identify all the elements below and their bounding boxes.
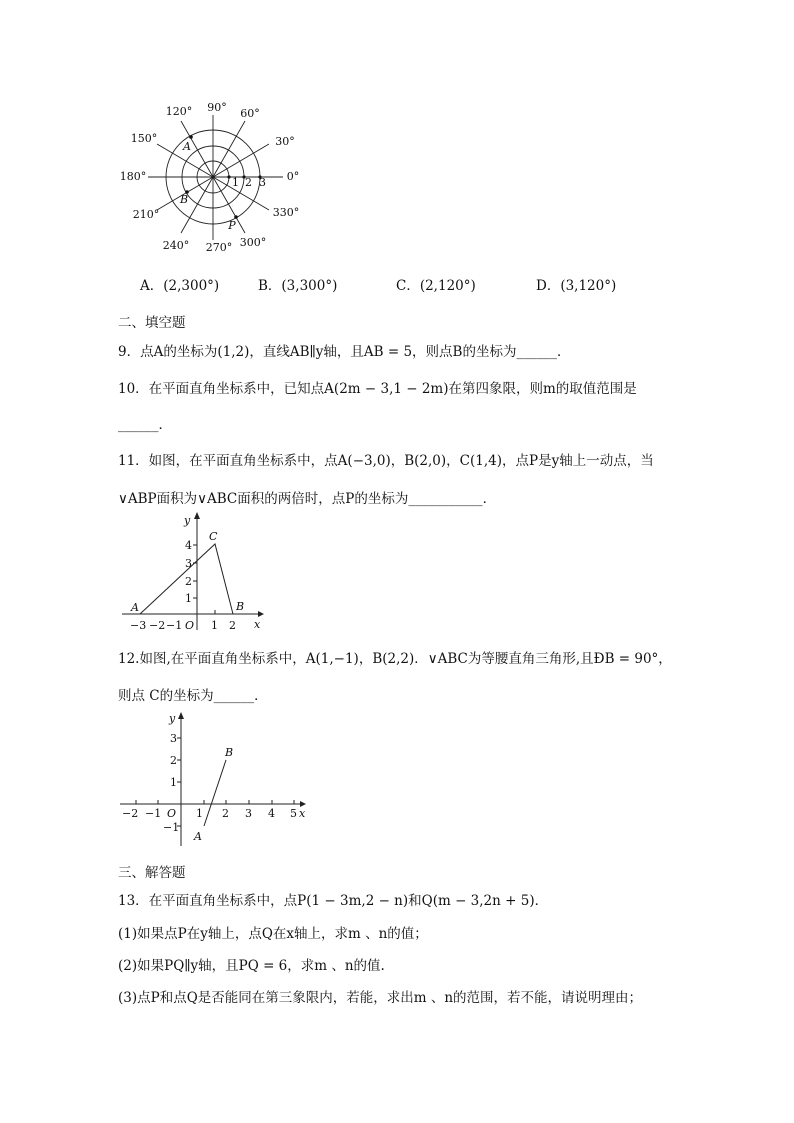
q12-x-tick-2: 2 — [222, 807, 229, 820]
question-11-line2: ∨ABP面积为∨ABC面积的两倍时，点P的坐标为___________． — [118, 491, 497, 507]
option-d: D．(3,120°) — [536, 278, 617, 294]
section-solve-heading: 三、解答题 — [118, 865, 186, 881]
q12-origin-label: O — [167, 807, 177, 820]
question-13-part3: (3)点P和点Q是否能同在第三象限内，若能，求出m 、n的范围，若不能，请说明理由； — [118, 990, 643, 1006]
polar-ring-label-2: 2 — [245, 176, 252, 189]
q11-point-a-label: A — [131, 601, 139, 614]
option-b: B．(3,300°) — [258, 278, 338, 294]
question-13-part1: (1)如果点P在y轴上，点Q在x轴上，求m 、n的值； — [118, 926, 428, 942]
q11-x-tick-neg3: −3 — [130, 619, 147, 632]
q12-x-tick-5: 5 — [290, 807, 297, 820]
q11-y-tick-4: 4 — [185, 539, 192, 552]
polar-angle-label: 30° — [275, 135, 295, 148]
polar-angle-label: 300° — [239, 236, 267, 249]
polar-angle-label: 180° — [119, 170, 147, 183]
q11-x-tick-1: 1 — [211, 619, 218, 632]
question-9: 9．点A的坐标为(1,2)，直线AB∥y轴，且AB = 5，则点B的坐标为______． — [118, 344, 571, 360]
option-c: C．(2,120°) — [396, 278, 476, 294]
q12-x-tick-neg1: −1 — [145, 807, 162, 820]
q11-point-b-label: B — [236, 600, 245, 613]
q11-y-axis-label: y — [184, 514, 191, 527]
polar-point-label-p: P — [228, 219, 236, 232]
question-11-line1: 11．如图，在平面直角坐标系中，点A(−3,0)，B(2,0)，C(1,4)，点P是y轴上一动点，当 — [118, 453, 654, 469]
q11-figure — [120, 510, 270, 635]
q12-x-axis-label: x — [299, 807, 306, 820]
polar-angle-label: 330° — [272, 206, 300, 219]
polar-ring-label-1: 1 — [232, 176, 239, 189]
polar-angle-label: 120° — [165, 105, 193, 118]
polar-angle-label: 240° — [162, 239, 190, 252]
q12-y-tick-neg1: −1 — [163, 821, 180, 834]
polar-angle-label: 270° — [205, 241, 233, 254]
polar-angle-label: 0° — [286, 170, 300, 183]
question-10-line1: 10．在平面直角坐标系中，已知点A(2m − 3,1 − 2m)在第四象限，则m的取值范围是 — [118, 381, 637, 397]
polar-ring-label-3: 3 — [259, 176, 266, 189]
q12-x-tick-4: 4 — [268, 807, 275, 820]
q11-origin-label: O — [185, 619, 195, 632]
q12-x-tick-neg2: −2 — [122, 807, 139, 820]
q11-x-tick-neg2: −2 — [149, 619, 166, 632]
polar-figure — [110, 95, 320, 260]
q12-x-tick-3: 3 — [245, 807, 252, 820]
question-12-line1: 12.如图,在平面直角坐标系中，A(1,−1)，B(2,2)．∨ABC为等腰直角三角形,且ÐB = 90°， — [118, 651, 672, 667]
polar-point-label-b: B — [179, 193, 189, 206]
q12-point-b-label: B — [225, 746, 234, 759]
polar-angle-label: 150° — [130, 132, 158, 145]
q11-x-axis-label: x — [254, 618, 261, 631]
polar-angle-label: 60° — [240, 107, 260, 120]
section-fill-in-heading: 二、填空题 — [118, 315, 186, 331]
option-a: A．(2,300°) — [140, 278, 220, 294]
q12-point-a-label: A — [194, 830, 202, 843]
q12-figure — [115, 708, 315, 848]
polar-angle-label: 90° — [207, 101, 227, 114]
polar-ring-dot-1 — [227, 175, 230, 178]
question-10-line2: ______． — [118, 417, 172, 433]
q12-y-tick-3: 3 — [170, 732, 177, 745]
question-13-part2: (2)如果PQ∥y轴，且PQ = 6，求m 、n的值. — [118, 958, 385, 974]
question-13: 13．在平面直角坐标系中，点P(1 − 3m,2 − n)和Q(m − 3,2n + 5)． — [118, 893, 549, 909]
q11-y-tick-2: 2 — [185, 575, 192, 588]
q11-y-tick-3: 3 — [185, 557, 192, 570]
polar-angle-label: 210° — [132, 208, 160, 221]
question-12-line2: 则点 C的坐标为______． — [118, 688, 268, 704]
q12-y-tick-2: 2 — [170, 754, 177, 767]
q12-y-axis-label: y — [169, 712, 176, 725]
q11-x-tick-2: 2 — [229, 619, 236, 632]
polar-point-label-a: A — [183, 140, 191, 153]
q11-point-c-label: C — [209, 530, 218, 543]
q12-x-tick-1: 1 — [196, 807, 203, 820]
polar-point-a — [189, 135, 193, 139]
q12-y-tick-1: 1 — [170, 776, 177, 789]
q11-x-tick-neg1: −1 — [166, 619, 183, 632]
q11-y-tick-1: 1 — [185, 592, 192, 605]
